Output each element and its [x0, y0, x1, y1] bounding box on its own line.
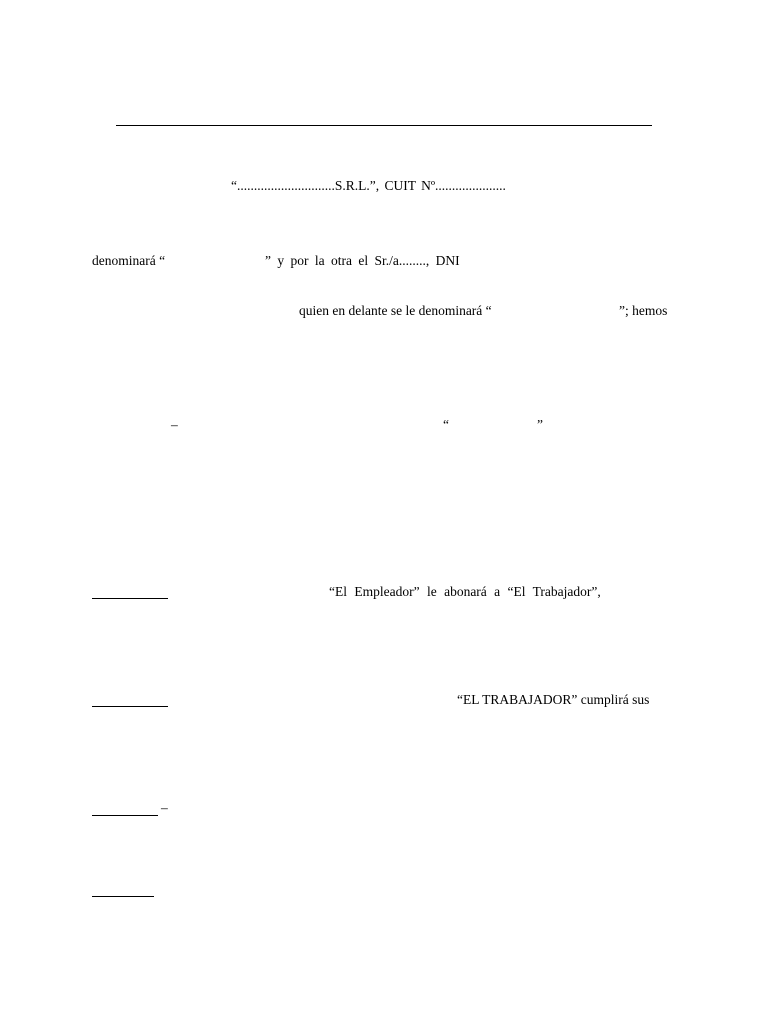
empleador-line: “El Empleador” le abonará a “El Trabajador”,: [329, 584, 601, 599]
dash-mark: –: [171, 417, 178, 432]
denominara-right: ” y por la otra el Sr./a........, DNI: [265, 253, 460, 268]
quien-left: quien en delante se le denominará “: [299, 303, 492, 318]
clause-underline-4: [92, 896, 154, 897]
trabajador-line: “EL TRABAJADOR” cumplirá sus: [457, 692, 650, 707]
clause-underline-1: [92, 598, 168, 599]
quien-right: ”; hemos: [619, 303, 668, 318]
quote-close: ”: [537, 417, 543, 432]
denominara-left: denominará “: [92, 253, 166, 268]
clause-underline-3: [92, 815, 158, 816]
title-rule: [116, 125, 652, 126]
quote-open: “: [443, 417, 449, 432]
dash-mark-2: –: [161, 800, 168, 815]
clause-underline-2: [92, 706, 168, 707]
party-line: “.............................S.R.L.”, CUIT Nº.....................: [231, 178, 506, 193]
